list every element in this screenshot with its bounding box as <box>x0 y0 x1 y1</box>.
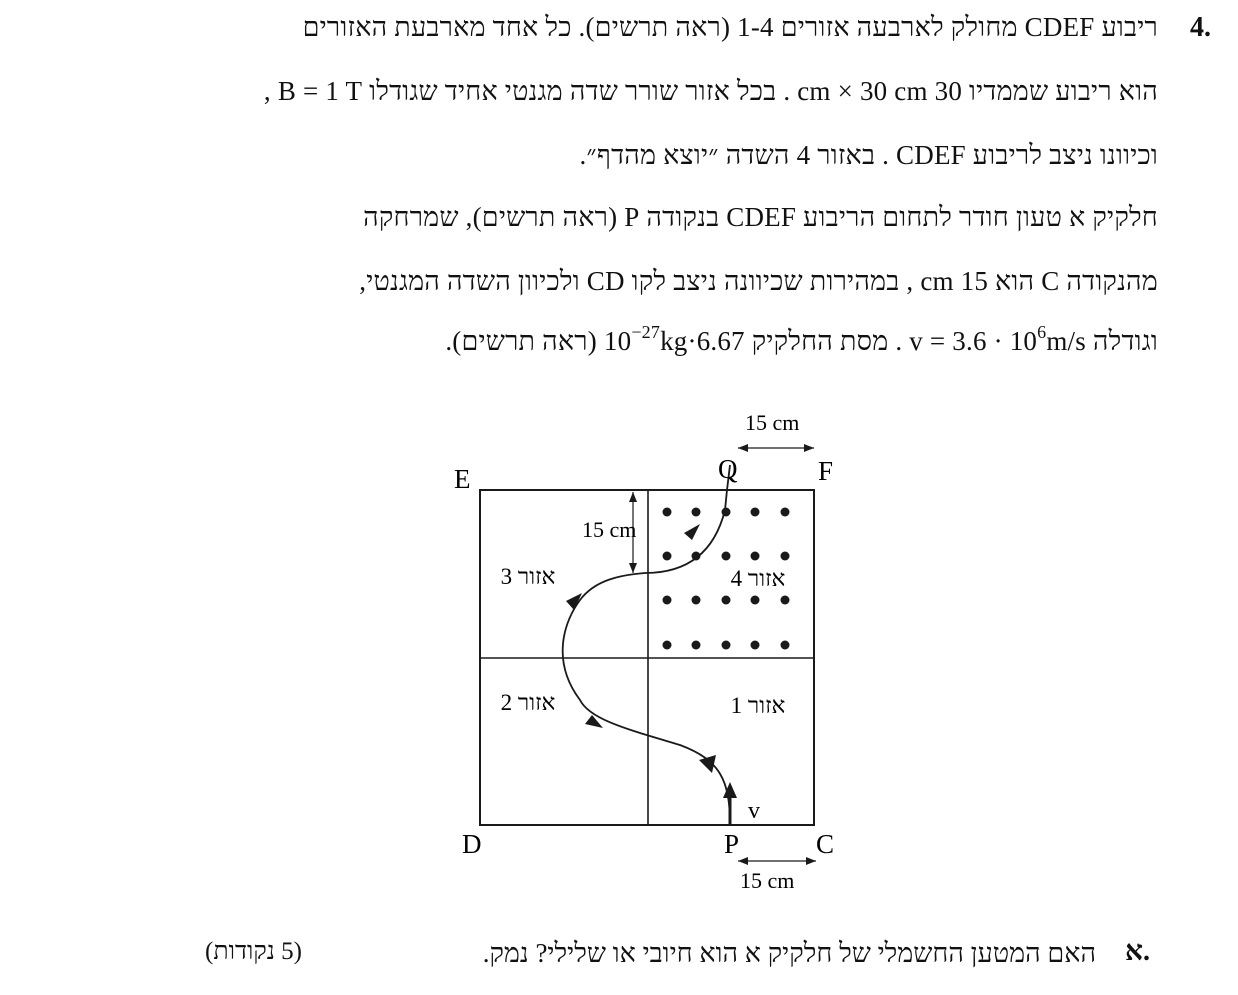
trajectory-arrow-4 <box>684 524 700 540</box>
question-line-5: מהנקודה C הוא 15 cm , במהירות שכיוונה ניצב לקו CD ולכיוון השדה המגנטי, <box>359 266 1158 296</box>
line6-part-b: m/s . מסת החלקיק 6.67·10 <box>603 326 1086 356</box>
velocity-label: v <box>748 798 760 824</box>
point-label-q: Q <box>718 454 738 484</box>
field-dot <box>781 641 790 650</box>
line6-part-a: וגודלה v = 3.6 · 10 <box>909 326 1158 356</box>
field-dot <box>751 596 760 605</box>
field-dot <box>692 508 701 517</box>
mass-exponent: −27 <box>631 322 661 342</box>
dimension-top-arrow-left <box>738 444 748 452</box>
question-line-2: הוא ריבוע שממדיו 30 cm × 30 cm . בכל אזור שורר שדה מגנטי אחיד שגודלו B = 1 T , <box>263 76 1158 106</box>
dimension-side-label: 15 cm <box>582 517 637 542</box>
field-dot <box>781 552 790 561</box>
dimension-bottom-arrow-right <box>806 857 816 865</box>
field-dot <box>751 508 760 517</box>
field-dot <box>751 552 760 561</box>
dimension-side-arrow-bottom <box>629 563 637 573</box>
corner-label-d: D <box>462 829 482 859</box>
question-line-1: ריבוע CDEF מחולק לארבעה אזורים 1-4 (ראה תרשים). כל אחד מארבעת האזורים <box>302 12 1158 42</box>
trajectory-arrow-1 <box>699 755 716 773</box>
field-dot <box>781 508 790 517</box>
question-number: 4. <box>1190 12 1211 43</box>
region-label-2: אזור 2 <box>500 690 556 715</box>
question-line-3: וכיוונו ניצב לריבוע CDEF . באזור 4 השדה ״יוצא מהדף״. <box>579 140 1158 170</box>
field-dot <box>692 641 701 650</box>
field-dot <box>663 508 672 517</box>
line6-part-c: kg (ראה תרשים). <box>445 326 688 356</box>
corner-label-f: F <box>818 456 834 486</box>
dimension-top-label: 15 cm <box>745 410 800 435</box>
magnetic-field-diagram <box>430 400 850 900</box>
dimension-side-arrow-top <box>629 492 637 502</box>
dimension-bottom-label: 15 cm <box>740 868 795 893</box>
region-label-3: אזור 3 <box>500 564 556 589</box>
dimension-bottom-arrow-left <box>738 857 748 865</box>
region-label-4: אזור 4 <box>730 566 786 591</box>
corner-label-c: C <box>816 829 835 859</box>
field-dot <box>663 596 672 605</box>
corner-label-e: E <box>454 464 471 494</box>
field-dot <box>722 552 731 561</box>
sub-question-points: (5 נקודות) <box>205 938 302 965</box>
field-dot <box>781 596 790 605</box>
question-line-4: חלקיק א טעון חודר לתחום הריבוע CDEF בנקודה P (ראה תרשים), שמרחקה <box>363 202 1158 232</box>
region-label-1: אזור 1 <box>730 693 786 718</box>
dimension-top-arrow-right <box>804 444 814 452</box>
field-dot <box>692 596 701 605</box>
sub-question-text: האם המטען החשמלי של חלקיק א הוא חיובי או שלילי? נמק. <box>482 938 1096 968</box>
velocity-exponent: 6 <box>1037 322 1047 342</box>
field-dot <box>663 641 672 650</box>
point-label-p: P <box>724 829 740 859</box>
question-line-6 <box>445 322 1158 357</box>
field-dot <box>722 596 731 605</box>
field-dot <box>663 552 672 561</box>
field-dot <box>751 641 760 650</box>
sub-question-label: א. <box>1125 936 1150 967</box>
field-dot <box>722 641 731 650</box>
